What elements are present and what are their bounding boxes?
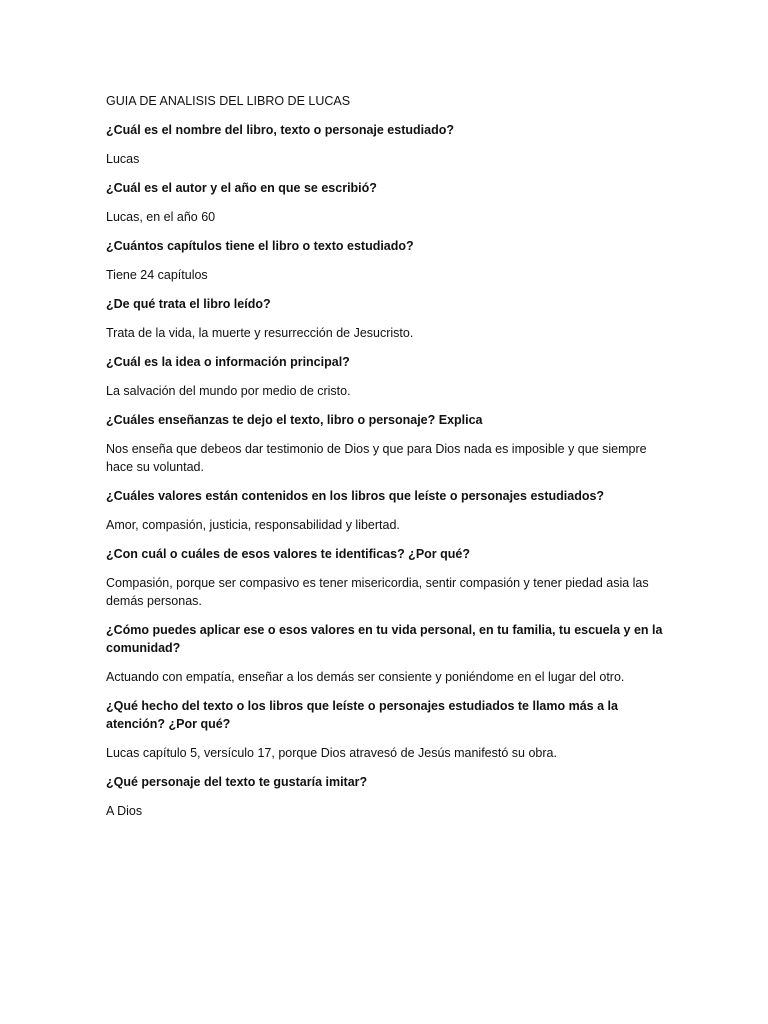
qa-item <box>106 237 666 284</box>
qa-item <box>106 773 666 820</box>
question-text: ¿Qué personaje del texto te gustaría imitar? <box>106 775 368 789</box>
answer-text: Trata de la vida, la muerte y resurrección de Jesucristo. <box>106 326 414 340</box>
qa-item <box>106 697 666 762</box>
answer-text: Amor, compasión, justicia, responsabilidad y libertad. <box>106 518 400 532</box>
qa-item <box>106 545 666 610</box>
answer-text: Lucas capítulo 5, versículo 17, porque Dios atravesó de Jesús manifestó su obra. <box>106 746 557 760</box>
answer-text: Lucas <box>106 152 140 166</box>
answer-text: A Dios <box>106 804 143 818</box>
question-text: ¿Cuáles valores están contenidos en los libros que leíste o personajes estudiados? <box>106 489 605 503</box>
answer-text: La salvación del mundo por medio de cristo. <box>106 384 351 398</box>
question-text: ¿Cuál es el autor y el año en que se escribió? <box>106 181 377 195</box>
qa-item <box>106 411 666 476</box>
document-body <box>106 92 666 831</box>
question-text: ¿Qué hecho del texto o los libros que leíste o personajes estudiados te llamo más a la atención? ¿Por qué? <box>106 699 618 731</box>
answer-text: Tiene 24 capítulos <box>106 268 208 282</box>
qa-item <box>106 179 666 226</box>
question-text: ¿Cuántos capítulos tiene el libro o texto estudiado? <box>106 239 414 253</box>
question-text: ¿Con cuál o cuáles de esos valores te identificas? ¿Por qué? <box>106 547 470 561</box>
question-text: ¿Cuál es el nombre del libro, texto o personaje estudiado? <box>106 123 454 137</box>
answer-text: Compasión, porque ser compasivo es tener misericordia, sentir compasión y tener piedad asia las demás personas. <box>106 576 649 608</box>
answer-text: Actuando con empatía, enseñar a los demás ser consiente y poniéndome en el lugar del otro. <box>106 670 625 684</box>
answer-text: Nos enseña que debeos dar testimonio de Dios y que para Dios nada es imposible y que siempre hace su voluntad. <box>106 442 647 474</box>
qa-item <box>106 121 666 168</box>
qa-item <box>106 621 666 686</box>
question-text: ¿Cuál es la idea o información principal? <box>106 355 350 369</box>
qa-item <box>106 487 666 534</box>
question-text: ¿Cómo puedes aplicar ese o esos valores en tu vida personal, en tu familia, tu escuela y en la comunidad? <box>106 623 663 655</box>
qa-item <box>106 295 666 342</box>
document-title: GUIA DE ANALISIS DEL LIBRO DE LUCAS <box>106 94 351 108</box>
qa-item <box>106 353 666 400</box>
question-text: ¿Cuáles enseñanzas te dejo el texto, libro o personaje? Explica <box>106 413 483 427</box>
question-text: ¿De qué trata el libro leído? <box>106 297 271 311</box>
answer-text: Lucas, en el año 60 <box>106 210 216 224</box>
